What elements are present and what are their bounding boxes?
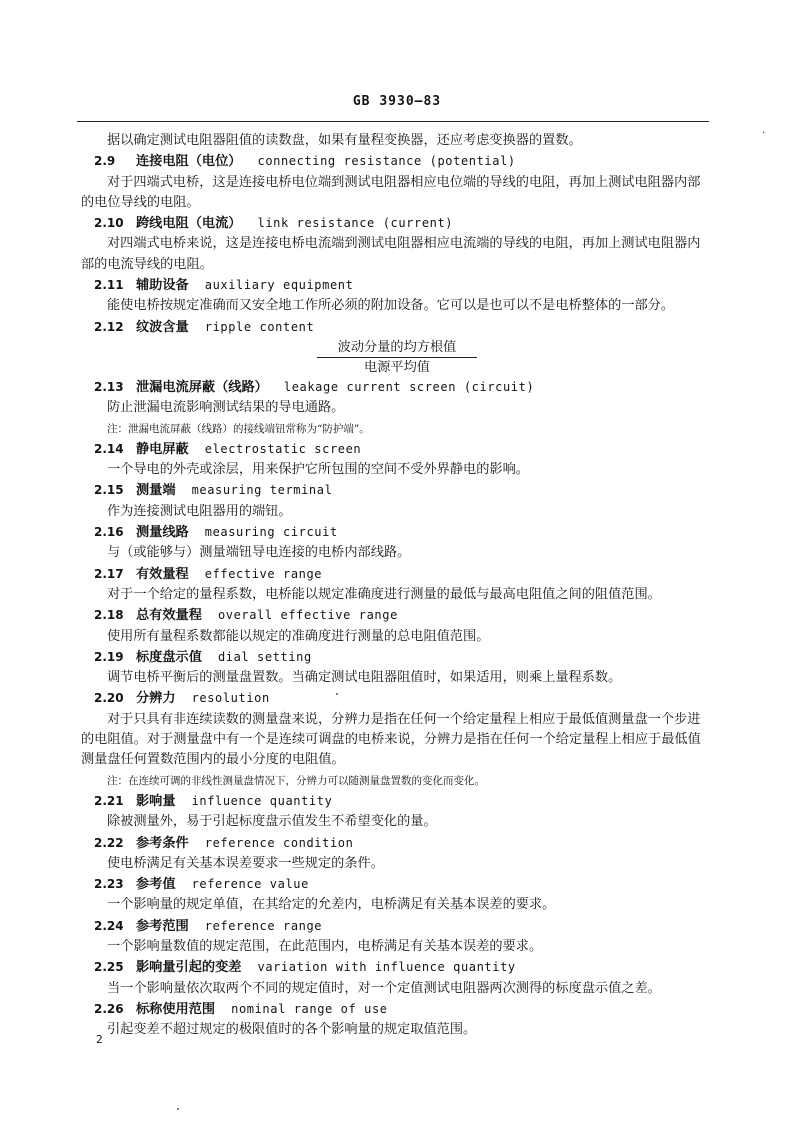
- term-english: resolution: [191, 691, 270, 706]
- term-heading: [81, 317, 713, 338]
- term-english: auxiliary equipment: [204, 278, 354, 293]
- document-header-code: GB 3930—83: [352, 94, 442, 109]
- term-number: 2.19: [94, 649, 124, 664]
- term-heading: [81, 275, 713, 296]
- fraction-denominator: 电源平均值: [364, 359, 430, 375]
- term-number: 2.25: [94, 960, 124, 975]
- term-english: reference value: [191, 877, 309, 892]
- page-number: 2: [96, 1033, 103, 1046]
- definition-paragraph: 调节电桥平衡后的测量盘置数。当确定测试电阻器阻值时，如果适用，则乘上量程系数。: [107, 670, 622, 686]
- term-number: 2.26: [94, 1001, 124, 1016]
- term-english: ripple content: [204, 319, 315, 334]
- definition-paragraph: 对于只具有非连续读数的测量盘来说，分辨力是指在任何一个给定量程上相应于最低值测量盘一个步进的电阻值。对于测量盘中有一个是连续可调盘的电桥来说，分辨力是指在任何一个给定量程上相应于最低值测量盘任何置数范围内的最小分度的电阻值。: [81, 711, 701, 768]
- term-english: nominal range of use: [231, 1001, 388, 1016]
- term-number: 2.10: [94, 216, 124, 231]
- definition-paragraph: 据以确定测试电阻器阻值的读数盘，如果有量程变换器，还应考虑变换器的置数。: [107, 133, 582, 148]
- term-heading: [81, 647, 713, 668]
- term-chinese: 测量线路: [136, 525, 189, 541]
- term-heading: [81, 439, 713, 460]
- term-heading: [81, 916, 713, 937]
- term-heading: [81, 999, 713, 1020]
- definition-paragraph: 对于四端式电桥，这是连接电桥电位端到测试电阻器相应电位端的导线的电阻，再加上测试电阻器内部的电位导线的电阻。: [81, 174, 701, 210]
- term-chinese: 参考条件: [136, 835, 189, 851]
- term-heading: [81, 151, 713, 172]
- term-english: link resistance (current): [257, 216, 454, 231]
- term-chinese: 参考范围: [136, 918, 189, 934]
- term-heading: [81, 957, 713, 978]
- term-heading: [81, 213, 713, 234]
- term-heading: [81, 605, 713, 626]
- term-chinese: 纹波含量: [136, 319, 189, 335]
- definition-paragraph: 使电桥满足有关基本误差要求一些规定的条件。: [107, 855, 384, 871]
- term-chinese: 测量端: [136, 483, 176, 499]
- term-number: 2.21: [94, 793, 124, 808]
- term-chinese: 总有效量程: [136, 608, 202, 624]
- term-number: 2.11: [94, 278, 124, 293]
- definition-paragraph: 作为连接测试电阻器用的端钮。: [107, 503, 292, 519]
- term-chinese: 静电屏蔽: [136, 441, 189, 457]
- definition-paragraph: 能使电桥按规定准确而又安全地工作所必须的附加设备。它可以是也可以不是电桥整体的一部分。: [107, 298, 675, 314]
- document-body: [81, 131, 713, 1040]
- term-chinese: 跨线电阻（电流）: [136, 216, 242, 232]
- term-chinese: 标称使用范围: [136, 1001, 216, 1017]
- term-chinese: 分辨力: [136, 691, 176, 707]
- note: 注：泄漏电流屏蔽（线路）的接线端钮常称为“防护端”。: [107, 422, 370, 435]
- term-chinese: 影响量引起的变差: [136, 960, 242, 976]
- term-chinese: 泄漏电流屏蔽（线路）: [136, 379, 268, 395]
- term-english: leakage current screen (circuit): [283, 379, 535, 394]
- definition-paragraph: 与（或能够与）测量端钮导电连接的电桥内部线路。: [107, 545, 411, 561]
- header-rule: [77, 121, 709, 122]
- term-chinese: 辅助设备: [136, 278, 189, 294]
- term-heading: [81, 791, 713, 812]
- term-chinese: 参考值: [136, 877, 176, 893]
- term-chinese: 有效量程: [136, 566, 189, 582]
- term-number: 2.22: [94, 835, 124, 850]
- term-number: 2.15: [94, 483, 124, 498]
- term-english: measuring circuit: [204, 525, 338, 540]
- term-english: dial setting: [217, 649, 312, 664]
- term-heading: [81, 522, 713, 543]
- ripple-fraction: [317, 338, 477, 377]
- term-english: variation with influence quantity: [257, 960, 516, 975]
- definition-paragraph: 一个影响量数值的规定范围，在此范围内，电桥满足有关基本误差的要求。: [107, 938, 543, 954]
- definition-paragraph: 对于一个给定的量程系数，电桥能以规定准确度进行测量的最低与最高电阻值之间的阻值范围。: [107, 586, 661, 602]
- term-heading: [81, 564, 713, 585]
- term-number: 2.20: [94, 691, 124, 706]
- definition-paragraph: 引起变差不超过规定的极限值时的各个影响量的规定取值范围。: [107, 1022, 477, 1038]
- term-english: electrostatic screen: [204, 441, 362, 456]
- term-english: effective range: [204, 566, 323, 581]
- term-chinese: 影响量: [136, 793, 176, 809]
- term-heading: [81, 833, 713, 854]
- term-heading: [81, 480, 713, 501]
- term-number: 2.9: [94, 154, 116, 169]
- term-number: 2.18: [94, 608, 124, 623]
- definition-paragraph: 一个影响量的规定单值，在其给定的允差内，电桥满足有关基本误差的要求。: [107, 897, 556, 913]
- term-english: reference condition: [204, 835, 354, 850]
- term-chinese: 连接电阻（电位）: [136, 154, 242, 170]
- definition-paragraph: 除被测量外，易于引起标度盘示值发生不希望变化的量。: [107, 814, 437, 830]
- scan-speck: [177, 1108, 179, 1110]
- term-number: 2.17: [94, 566, 124, 581]
- term-heading: [81, 874, 713, 895]
- definition-paragraph: 防止泄漏电流影响测试结果的导电通路。: [107, 400, 345, 416]
- definition-paragraph: 对四端式电桥来说，这是连接电桥电流端到测试电阻器相应电流端的导线的电阻，再加上测试电阻器内部的电流导线的电阻。: [81, 236, 701, 272]
- definition-paragraph: 当一个影响量依次取两个不同的规定值时，对一个定值测试电阻器两次测得的标度盘示值之差。: [107, 980, 661, 996]
- scan-speck: [336, 693, 338, 695]
- term-heading: [81, 688, 713, 709]
- term-english: overall effective range: [217, 608, 398, 623]
- term-chinese: 标度盘示值: [136, 649, 202, 665]
- term-number: 2.23: [94, 877, 124, 892]
- fraction-numerator: 波动分量的均方根值: [317, 338, 477, 358]
- definition-paragraph: 使用所有量程系数都能以规定的准确度进行测量的总电阻值范围。: [107, 628, 490, 644]
- term-english: influence quantity: [191, 793, 333, 808]
- note: 注：在连续可调的非线性测量盘情况下，分辨力可以随测量盘置数的变化而变化。: [107, 774, 485, 787]
- term-number: 2.13: [94, 379, 124, 394]
- term-number: 2.24: [94, 918, 124, 933]
- term-english: reference range: [204, 918, 323, 933]
- term-heading: [81, 377, 713, 398]
- definition-paragraph: 一个导电的外壳或涂层，用来保护它所包围的空间不受外界静电的影响。: [107, 462, 529, 478]
- term-english: measuring terminal: [191, 483, 333, 498]
- term-english: connecting resistance (potential): [257, 154, 516, 169]
- margin-mark: ·: [762, 128, 766, 139]
- term-number: 2.16: [94, 525, 124, 540]
- term-number: 2.14: [94, 441, 124, 456]
- term-number: 2.12: [94, 319, 124, 334]
